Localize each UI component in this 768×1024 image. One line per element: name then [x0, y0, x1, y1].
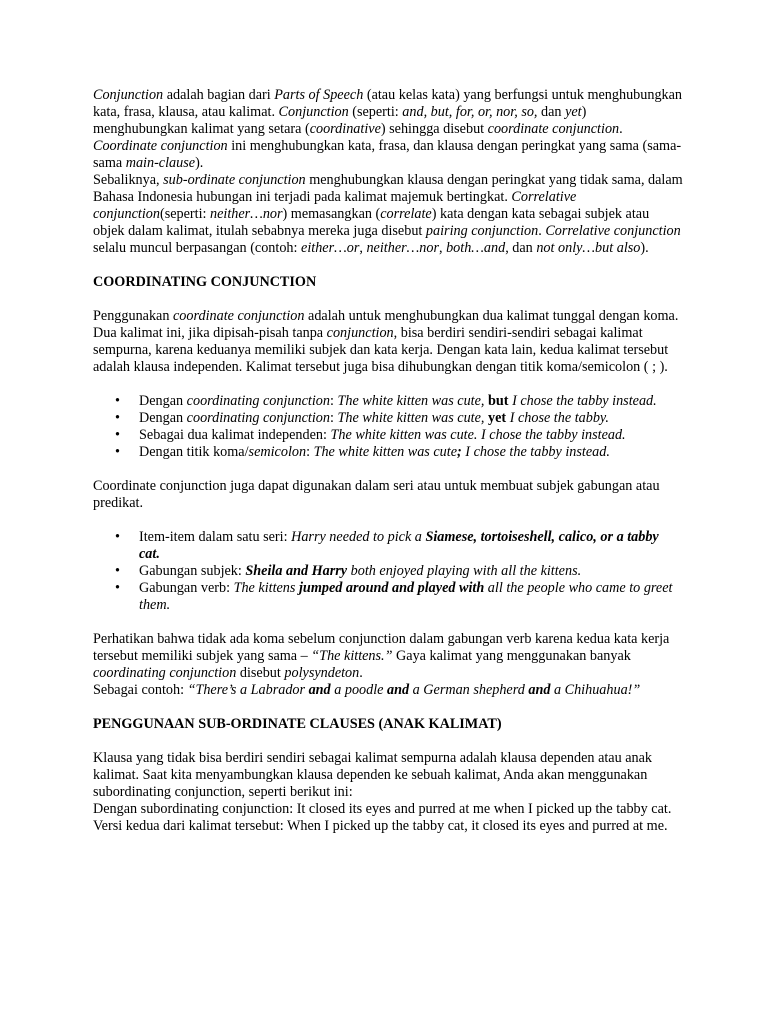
intro-paragraph-1: Conjunction adalah bagian dari Parts of Speech (atau kelas kata) yang berfungsi untuk menghubungkan kata, frasa, klausa, atau kalimat. Conjunction (seperti: and, but, for, or, nor, so, dan yet) menghubungkan kalimat yang setara (coordinative) sehingga disebut coordinate conjunction. Coordinate conjunction ini menghubungkan kata, frasa, dan klausa dengan peringkat yang sama (sama-sama main-clause).: [93, 87, 683, 171]
emphasis-bold: Sheila and Harry: [245, 563, 348, 579]
intro-paragraph-2: Sebaliknya, sub-ordinate conjunction menghubungkan klausa dengan peringkat yang tidak sama, dalam Bahasa Indonesia hubungan ini terjadi pada kalimat majemuk bertingkat. Correlative conjunction(seperti: neither…nor) memasangkan (correlate) kata dengan kata sebagai subjek atau objek dalam kalimat, itulah sebabnya mereka juga disebut pairing conjunction. Correlative conjunction selalu muncul berpasangan (contoh: either…or, neither…nor, both…and, dan not only…but also).: [93, 172, 683, 256]
emphasis-italic: not only…but also: [536, 240, 641, 256]
emphasis-italic: I chose the tabby instead.: [508, 393, 657, 409]
coordinating-examples-list: [93, 393, 683, 461]
emphasis-italic: Harry needed to pick a: [291, 529, 426, 545]
emphasis-italic: sub-ordinate conjunction: [163, 172, 306, 188]
emphasis-italic: a German shepherd: [409, 682, 529, 698]
list-item: • Dengan coordinating conjunction: The white kitten was cute, yet I chose the tabby.: [93, 410, 683, 427]
subordinate-paragraph-2: Dengan subordinating conjunction: It closed its eyes and purred at me when I picked up the tabby cat.: [93, 801, 672, 817]
emphasis-italic: correlate: [380, 206, 432, 222]
emphasis-italic: Conjunction: [278, 104, 349, 120]
emphasis-bold: ;: [457, 444, 462, 460]
emphasis-bold: and: [528, 682, 551, 698]
emphasis-italic: all the people who came to greet them.: [139, 580, 673, 613]
series-examples-list: [93, 529, 683, 614]
emphasis-italic: The kittens: [233, 580, 299, 596]
emphasis-italic: neither…nor: [210, 206, 283, 222]
emphasis-italic: coordinative: [309, 121, 381, 137]
list-item: • Dengan titik koma/semicolon: The white kitten was cute; I chose the tabby instead.: [93, 444, 683, 461]
emphasis-italic: Coordinate conjunction: [93, 138, 228, 154]
emphasis-italic: The white kitten was cute: [313, 444, 458, 460]
emphasis-italic: “The kittens.”: [311, 648, 393, 664]
document-page: [93, 87, 683, 835]
emphasis-italic: both…and: [446, 240, 506, 256]
list-item: • Dengan coordinating conjunction: The white kitten was cute, but I chose the tabby instead.: [93, 393, 683, 410]
coordinating-paragraph: Penggunakan coordinate conjunction adalah untuk menghubungkan dua kalimat tunggal dengan koma. Dua kalimat ini, jika dipisah-pisah tanpa conjunction, bisa berdiri sendiri-sendiri sebagai kalimat sempurna, karena keduanya memiliki subjek dan kata kerja. Dengan kata lain, kedua kalimat tersebut adalah klausa independen. Kalimat tersebut juga bisa dihubungkan dengan titik koma/semicolon ( ; ).: [93, 308, 679, 375]
emphasis-italic: main-clause: [125, 155, 196, 171]
polysyndeton-paragraph-1: Perhatikan bahwa tidak ada koma sebelum conjunction dalam gabungan verb karena kedua kata kerja tersebut memiliki subjek yang sama – “The kittens.” Gaya kalimat yang menggunakan banyak coordinating conjunction disebut polysyndeton.: [93, 631, 670, 681]
emphasis-italic: coordinating conjunction: [93, 665, 237, 681]
emphasis-italic: both enjoyed playing with all the kittens.: [347, 563, 582, 579]
list-item: • Sebagai dua kalimat independen: The white kitten was cute. I chose the tabby instead.: [93, 427, 683, 444]
emphasis-italic: I chose the tabby.: [506, 410, 609, 426]
polysyndeton-paragraph-2: Sebagai contoh: “There’s a Labrador and a poodle and a German shepherd and a Chihuahua!”: [93, 682, 641, 698]
emphasis-italic: The white kitten was cute,: [337, 410, 489, 426]
emphasis-italic: The white kitten was cute,: [337, 393, 489, 409]
emphasis-italic: a poodle: [330, 682, 388, 698]
subordinate-paragraph-3: Versi kedua dari kalimat tersebut: When I picked up the tabby cat, it closed its eyes and purred at me.: [93, 818, 668, 834]
emphasis-italic: coordinate conjunction: [487, 121, 620, 137]
emphasis-italic: either…or: [301, 240, 360, 256]
section-heading-coordinating: COORDINATING CONJUNCTION: [93, 274, 317, 290]
emphasis-italic: “There’s a Labrador: [187, 682, 309, 698]
emphasis-bold: yet: [488, 410, 507, 426]
emphasis-italic: pairing conjunction: [425, 223, 539, 239]
emphasis-italic: conjunction: [326, 325, 394, 341]
emphasis-italic: The white kitten was cute. I chose the tabby instead.: [330, 427, 626, 443]
emphasis-bold: but: [488, 393, 509, 409]
emphasis-italic: semicolon: [248, 444, 307, 460]
series-paragraph: Coordinate conjunction juga dapat digunakan dalam seri atau untuk membuat subjek gabungan atau predikat.: [93, 478, 660, 511]
emphasis-italic: Correlative conjunction: [93, 189, 577, 222]
emphasis-italic: yet: [565, 104, 582, 120]
emphasis-italic: coordinating conjunction: [186, 410, 330, 426]
list-item: • Item-item dalam satu seri: Harry needed to pick a Siamese, tortoiseshell, calico, or a tabby cat.: [93, 529, 683, 563]
emphasis-italic: I chose the tabby instead.: [461, 444, 610, 460]
emphasis-bold: Siamese, tortoiseshell, calico, or a tabby cat.: [139, 529, 659, 562]
emphasis-italic: Correlative conjunction: [545, 223, 681, 239]
emphasis-italic: coordinating conjunction: [186, 393, 330, 409]
list-item: • Gabungan verb: The kittens jumped around and played with all the people who came to greet them.: [93, 580, 683, 614]
emphasis-italic: Parts of Speech: [274, 87, 364, 103]
subordinate-paragraph-1: Klausa yang tidak bisa berdiri sendiri sebagai kalimat sempurna adalah klausa dependen atau anak kalimat. Saat kita menyambungkan klausa dependen ke sebuah kalimat, Anda akan menggunakan subordinating conjunction, seperti berikut ini:: [93, 750, 653, 800]
list-item: • Gabungan subjek: Sheila and Harry both enjoyed playing with all the kittens.: [93, 563, 683, 580]
emphasis-italic: neither…nor: [366, 240, 439, 256]
emphasis-italic: a Chihuahua!”: [550, 682, 641, 698]
section-heading-subordinate: PENGGUNAAN SUB-ORDINATE CLAUSES (ANAK KALIMAT): [93, 716, 502, 732]
emphasis-italic: polysyndeton: [284, 665, 360, 681]
emphasis-bold: and: [387, 682, 410, 698]
emphasis-italic: Conjunction: [93, 87, 164, 103]
emphasis-bold: and: [308, 682, 331, 698]
emphasis-bold: jumped around and played with: [298, 580, 485, 596]
emphasis-italic: and, but, for, or, nor, so,: [402, 104, 538, 120]
emphasis-italic: coordinate conjunction: [173, 308, 305, 324]
